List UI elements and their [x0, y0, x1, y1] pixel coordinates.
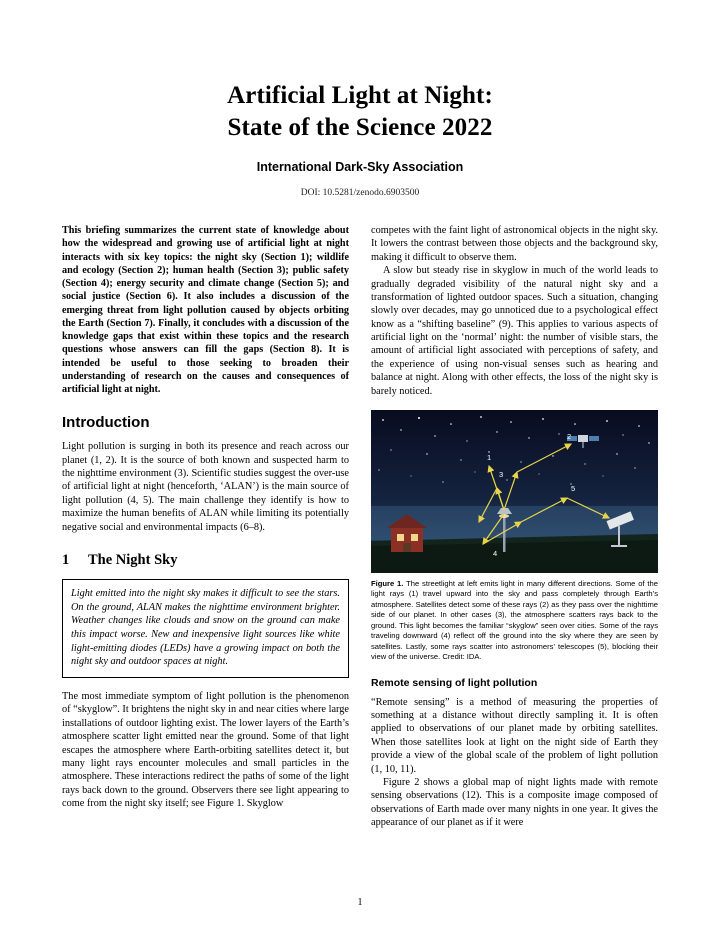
authors: International Dark-Sky Association — [256, 160, 464, 174]
heading-remote-sensing: Remote sensing of light pollution — [371, 676, 538, 689]
heading-introduction: Introduction — [62, 414, 150, 432]
section-number: 1 — [62, 551, 70, 568]
ray-label-4: 4 — [493, 548, 498, 558]
figure-1-caption-text: The streetlight at left emits light in many different directions. Some of the light rays (1) travel upward into the sky and pass completely through Earth’s atmosphere. Satellites detect some of these rays (2) as they pass over the nighttime side of our planet. In other cases (3), the atmosphere scatters rays back to the ground. This light becomes the familiar “skyglow” seen over cities. Some of the rays traveling downward (4) reflect off the ground into the sky where they are seen by satellites. Lastly, some rays scatter into astronomers’ telescopes (5), blocking their view of the universe. Credit: IDA. — [371, 578, 658, 662]
heading-night-sky — [62, 552, 349, 569]
figure-1-caption — [371, 579, 658, 663]
ray-label-5: 5 — [571, 483, 576, 493]
title-line-2: State of the Science 2022 — [227, 114, 493, 141]
figure-1 — [371, 410, 658, 663]
section-heading-text: The Night Sky — [88, 551, 178, 568]
callout-text: Light emitted into the night sky makes it difficult to see the stars. On the ground, ALAN makes the nighttime environment brighter. Weather changes like clouds and snow on the ground can make this impact worse. New and inexpensive light sources like white light-emitting diodes (LEDs) have a growing impact on both the night sky and outdoor spaces at night. — [71, 587, 340, 668]
remote-sensing-paragraph-2: Figure 2 shows a global map of night lights made with remote sensing observations (12). This is a composite image composed of observations of Earth made over many nights in one year. It gives the appearance of our planet as if it were — [371, 776, 658, 828]
doi: DOI: 10.5281/zenodo.6903500 — [300, 188, 420, 198]
page-number: 1 — [357, 897, 363, 908]
night-sky-paragraph-3: A slow but steady rise in skyglow in much of the world leads to gradually degraded visibility of the natural night sky and a transformation of lighted outdoor spaces. Such a situation, changing slowly over decades, may go unnoticed due to a psychological effect know as a “shifting baseline” (9). This applies to various aspects of artificial light on the ‘normal’ night: the number of visible stars, the amount of artificial light associated with perceptions of safety, and the experience of using non-visual senses such as hearing and balance at night. Along with other effects, the loss of the night sky is barely noticed. — [371, 265, 658, 397]
ray-label-1: 1 — [487, 452, 492, 462]
figure-1-image — [371, 410, 658, 573]
two-column-body — [62, 224, 658, 829]
figure-1-label: Figure 1. — [371, 578, 404, 588]
left-column — [62, 224, 349, 829]
night-sky-paragraph-1: The most immediate symptom of light pollution is the phenomenon of “skyglow”. It brightens the night sky in and near cities where large installations of outdoor lighting exist. The lower layers of the Earth’s atmosphere scatter light emitted near the ground. Some of that light escapes the atmosphere where Earth-orbiting satellites detect it, but many light rays encounter molecules and small particles in the atmosphere. These interactions redirect the paths of some of the light rays back down to the ground. Observers there see light appearing to come from the night sky itself; see Figure 1. Skyglow — [62, 691, 349, 809]
ray-label-2: 2 — [567, 431, 572, 441]
callout-box — [62, 579, 349, 678]
title-line-1: Artificial Light at Night: — [227, 82, 493, 109]
ray-label-3: 3 — [499, 469, 504, 479]
remote-sensing-paragraph-1: “Remote sensing” is a method of measuring the properties of something at a distance without directly sampling it. It is often applied to observations of our planet made by orbiting satellites. When those satellites look at light on the night side of Earth they provide a view of the global scale of the problem of light pollution (1, 10, 11). — [371, 696, 658, 775]
intro-paragraph-1: Light pollution is surging in both its presence and reach across our planet (1, 2). It is the source of both known and suspected harm to the nighttime environment (3). Scientific studies suggest the over-use of artificial light at night (henceforth, ‘ALAN’) is the main source of light pollution (4, 5). The main challenge they identify is how to maximize the human benefits of ALAN while limiting its potentially negative social and environmental impacts (6–8). — [62, 441, 349, 533]
abstract: This briefing summarizes the current state of knowledge about how the widespread and growing use of artificial light at night interacts with six key topics: the night sky (Section 1); wildlife and ecology (Section 2); human health (Section 3); public safety (Section 4); energy security and climate change (Section 5); and social justice (Section 6). It also includes a discussion of the emerging threat from light pollution caused by objects orbiting the Earth (Section 7). Finally, it concludes with a discussion of the knowledge gaps that exist within these topics and the research questions whose answers can fill the gaps (Section 8). It is intended be useful to those seeking to broaden their understanding of research on the causes and consequences of artificial light at night. — [62, 225, 349, 395]
right-column — [371, 224, 658, 829]
page-title — [62, 80, 658, 144]
night-sky-paragraph-2: competes with the faint light of astronomical objects in the night sky. It lowers the contrast between those objects and the background sky, making it difficult to observe them. — [371, 225, 658, 263]
